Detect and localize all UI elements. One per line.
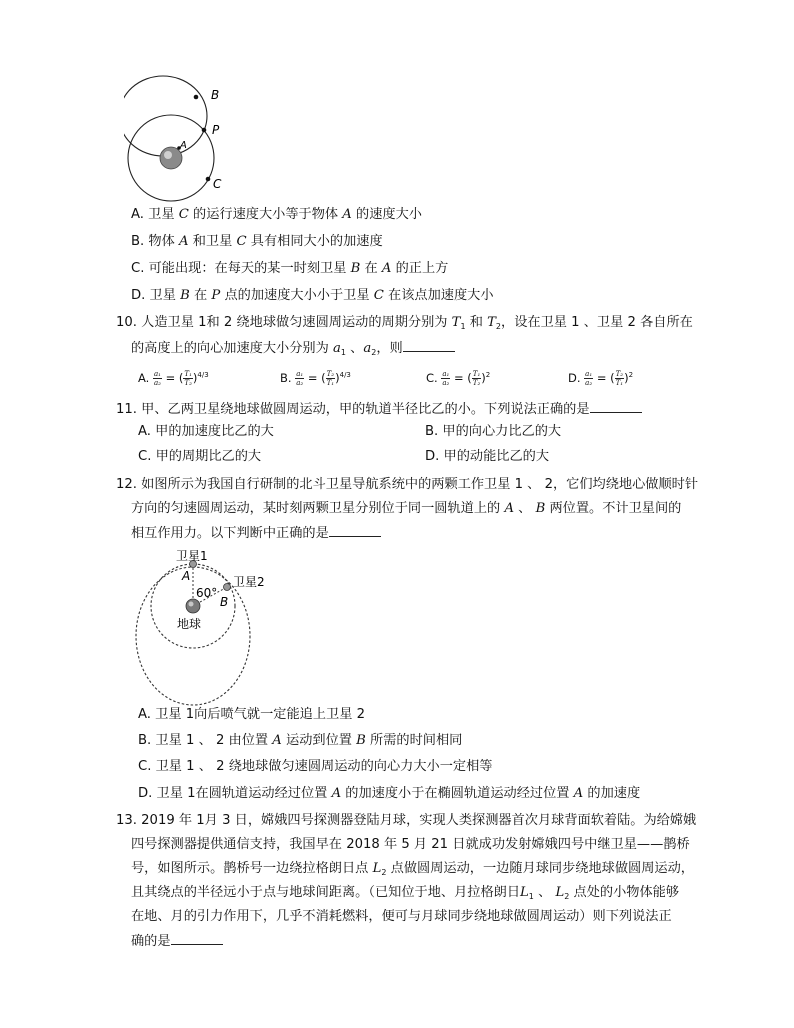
satellite-2-dot bbox=[224, 584, 231, 591]
answer-blank bbox=[171, 932, 223, 945]
earth-label: 地球 bbox=[177, 617, 202, 631]
q13-stem-line5: 在地、月的引力作用下，几乎不消耗燃料，便可与月球同步绕地球做圆周运动）则下列说法正 bbox=[131, 909, 672, 924]
q11-option-b: B. 甲的向心力比乙的大 bbox=[425, 424, 562, 439]
label-a: A bbox=[182, 569, 191, 583]
elliptical-orbit bbox=[124, 76, 207, 156]
orbit-figure-1 bbox=[124, 66, 244, 202]
q9-option-b: B. 物体 A 和卫星 C 具有相同大小的加速度 bbox=[131, 234, 383, 249]
q12-stem-line2: 方向的匀速圆周运动，某时刻两颗卫星分别位于同一圆轨道上的 A 、 B 两位置。不计卫星间的 bbox=[131, 501, 682, 516]
q12-option-a: A. 卫星 1向后喷气就一定能追上卫星 2 bbox=[138, 707, 365, 722]
q13-stem-line6: 确的是 bbox=[131, 932, 223, 951]
q11-option-d: D. 甲的动能比乙的大 bbox=[425, 449, 550, 464]
beidou-orbit-figure bbox=[130, 544, 270, 706]
point-p-dot bbox=[202, 128, 207, 133]
answer-blank bbox=[590, 400, 642, 413]
q13-stem-line2: 四号探测器提供通信支持，我国早在 2018 年 5 月 21 日就成功发射嫦娥四号中继卫星——鹊桥 bbox=[131, 837, 690, 852]
satellite-b-dot bbox=[194, 95, 199, 100]
label-a: A bbox=[180, 140, 187, 151]
earth-sphere bbox=[160, 147, 182, 169]
earth-sphere bbox=[186, 599, 200, 613]
q12-stem-line3: 相互作用力。以下判断中正确的是 bbox=[131, 524, 381, 543]
q10-option-b: B. $\frac{\text{a₁}}{\text{a₂}}$ = ( $\frac{\text{T₂}}{\text{T₁}}$ )$^{4/3}$ bbox=[280, 370, 351, 387]
q12-option-c: C. 卫星 1 、 2 绕地球做匀速圆周运动的向心力大小一定相等 bbox=[138, 759, 493, 774]
q12-option-b: B. 卫星 1 、 2 由位置 A 运动到位置 B 所需的时间相同 bbox=[138, 733, 463, 748]
label-c: C bbox=[213, 177, 222, 191]
label-b: B bbox=[211, 88, 220, 102]
q11-option-c: C. 甲的周期比乙的大 bbox=[138, 449, 262, 464]
angle-label: 60° bbox=[196, 586, 218, 600]
q10-option-a: A. $\frac{\text{a₁}}{\text{a₂}}$ = ( $\frac{\text{T₁}}{\text{T₂}}$ )$^{4/3}$ bbox=[138, 370, 209, 387]
q12-stem-line1: 12. 如图所示为我国自行研制的北斗卫星导航系统中的两颗工作卫星 1 、 2，它们均绕地心做顺时针 bbox=[116, 477, 699, 492]
q13-stem-line3: 号，如图所示。鹊桥号一边绕拉格朗日点 $L_2$ 点做圆周运动，一边随月球同步绕地球做圆周运动， bbox=[131, 861, 694, 877]
answer-blank bbox=[329, 524, 381, 537]
satellite-1-label: 卫星1 bbox=[176, 549, 208, 563]
q9-option-c: C. 可能出现：在每天的某一时刻卫星 B 在 A 的正上方 bbox=[131, 261, 449, 276]
label-p: P bbox=[212, 123, 220, 137]
q9-option-d: D. 卫星 B 在 P 点的加速度大小小于卫星 C 在该点加速度大小 bbox=[131, 288, 494, 303]
q11-stem: 11. 甲、乙两卫星绕地球做圆周运动，甲的轨道半径比乙的小。下列说法正确的是 bbox=[116, 400, 642, 419]
q12-option-d: D. 卫星 1在圆轨道运动经过位置 A 的加速度小于在椭圆轨道运动经过位置 A 的加速度 bbox=[138, 786, 641, 801]
q9-option-a: A. 卫星 C 的运行速度大小等于物体 A 的速度大小 bbox=[131, 207, 422, 222]
q10-stem-line2: 的高度上的向心加速度大小分别为 $a_1$ 、$a_2$，则 bbox=[131, 339, 455, 362]
satellite-c-dot bbox=[206, 177, 211, 182]
q10-option-c: C. $\frac{\text{a₁}}{\text{a₂}}$ = ( $\frac{\text{T₁}}{\text{T₂}}$ )$^2$ bbox=[426, 370, 491, 387]
q11-option-a: A. 甲的加速度比乙的大 bbox=[138, 424, 274, 439]
q10-stem-line1: 10. 人造卫星 1和 2 绕地球做匀速圆周运动的周期分别为 $T_1$ 和 $T_2$，设在卫星 1 、卫星 2 各自所在 bbox=[116, 315, 693, 331]
label-b: B bbox=[220, 595, 229, 609]
answer-blank bbox=[403, 339, 455, 352]
q13-stem-line4: 且其绕点的半径远小于点与地球间距离。（已知位于地、月拉格朗日$L_1$ 、 $L_2$ 点处的小物体能够 bbox=[131, 885, 680, 901]
q13-stem-line1: 13. 2019 年 1月 3 日，嫦娥四号探测器登陆月球，实现人类探测器首次月球背面软着陆。为给嫦娥 bbox=[116, 813, 697, 828]
satellite-2-label: 卫星2 bbox=[233, 575, 265, 589]
q10-option-d: D. $\frac{\text{a₁}}{\text{a₂}}$ = ( $\frac{\text{T₂}}{\text{T₁}}$ )$^2$ bbox=[568, 370, 634, 387]
